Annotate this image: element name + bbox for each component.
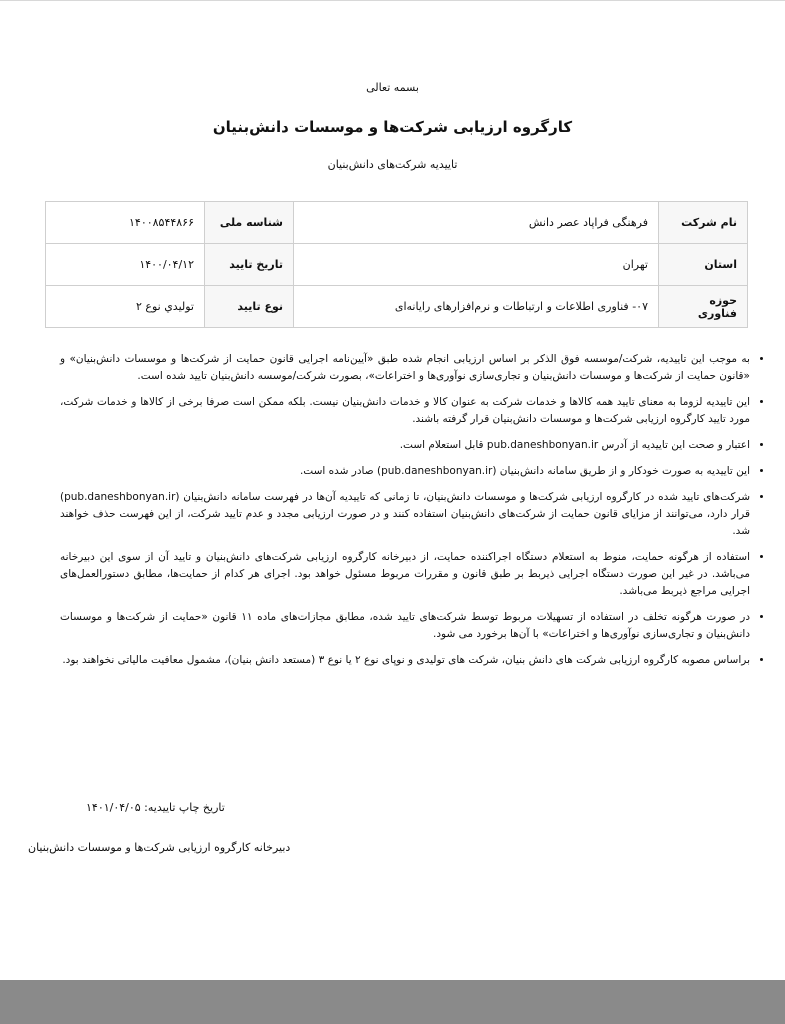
list-item: • این تاییدیه به صورت خودکار و از طریق سامانه دانش‌بنیان (pub.daneshbonyan.ir) صادر شده است. <box>60 463 750 480</box>
national-id-label: شناسه ملی <box>205 202 294 244</box>
list-item: • شرکت‌های تایید شده در کارگروه ارزیابی شرکت‌ها و موسسات دانش‌بنیان، تا زمانی که تاییدیه آن‌ها در فهرست سامانه دانش‌بنیان (pub.daneshbonyan.ir) قرار دارد، می‌توانند از مزایای قانون حمایت از شرکت‌های دانش‌بنیان استفاده کنند و در صورت ارزیابی مجدد و عدم تایید شرکت، از این فهرست حذف خواهند شد. <box>60 489 750 540</box>
list-item: • استفاده از هرگونه حمایت، منوط به استعلام دستگاه اجراکننده حمایت، از دبیرخانه کارگروه ارزیابی شرکت‌های دانش‌بنیان و تایید آن از سوی این دبیرخانه می‌باشد. در غیر این صورت دستگاه اجرایی ذیربط بر طبق قانون و مقررات مربوط مسئول خواهد بود. اجرای هر کدام از حمایت‌ها، مطابق دستورالعمل‌های اجرایی مراجع ذیربط می‌باشد. <box>60 549 750 600</box>
approval-date-label: تاریخ تایید <box>205 244 294 286</box>
secretariat-signature: دبیرخانه کارگروه ارزیابی شرکت‌ها و موسسات دانش‌بنیان <box>28 841 291 854</box>
province-label: استان <box>659 244 748 286</box>
viewer-bottom-bar <box>0 980 785 1024</box>
list-item: • براساس مصوبه کارگروه ارزیابی شرکت های دانش بنیان، شرکت های تولیدی و نوپای نوع ۲ یا نوع ۳ (مستعد دانش بنیان)، مشمول معافیت مالیاتی نخواهند بود. <box>60 652 750 669</box>
bismillah-heading: بسمه تعالی <box>366 81 419 94</box>
list-item: • این تاییدیه لزوما به معنای تایید همه کالاها و خدمات شرکت به عنوان کالا و خدمات دانش‌بنیان نیست. بلکه ممکن است صرفا برخی از کالاها و خدمات شرکت، مورد تایید کارگروه ارزیابی شرکت‌ها و موسسات دانش‌بنیان قرار گرفته باشند. <box>60 394 750 428</box>
province-value: تهران <box>294 244 659 286</box>
table-row <box>46 202 748 244</box>
technology-field-value: ۰۷- فناوری اطلاعات و ارتباطات و نرم‌افزارهای رایانه‌ای <box>294 286 659 328</box>
company-name-value: فرهنگی فراپاد عصر دانش <box>294 202 659 244</box>
page-subtitle: تاییدیه شرکت‌های دانش‌بنیان <box>327 158 458 171</box>
clauses-list <box>60 351 772 678</box>
page-title: کارگروه ارزیابی شرکت‌ها و موسسات دانش‌بنیان <box>212 118 573 136</box>
list-item: • در صورت هرگونه تخلف در استفاده از تسهیلات مربوط توسط شرکت‌های تایید شده، مطابق مجازات‌های ماده ۱۱ قانون «حمایت از شرکت‌ها و موسسات دانش‌بنیان و تجاری‌سازی نوآوری‌ها و اختراعات» با آن‌ها برخورد می شود. <box>60 609 750 643</box>
company-name-label: نام شرکت <box>659 202 748 244</box>
technology-field-label: حوزه فناوری <box>659 286 748 328</box>
list-item: • به موجب این تاییدیه، شرکت/موسسه فوق الذکر بر اساس ارزیابی انجام شده طبق «آیین‌نامه اجرایی قانون حمایت از شرکت‌ها و موسسات دانش‌بنیان» و «قانون حمایت از شرکت‌ها و موسسات دانش‌بنیان و تجاری‌سازی نوآوری‌ها و اختراعات»، بصورت شرکت/موسسه دانش‌بنیان تایید شده است. <box>60 351 750 385</box>
approval-type-label: نوع تایید <box>205 286 294 328</box>
national-id-value: ۱۴۰۰۸۵۴۴۸۶۶ <box>46 202 205 244</box>
table-row <box>46 244 748 286</box>
company-info-table <box>45 201 748 328</box>
approval-type-value: تولیدي نوع ۲ <box>46 286 205 328</box>
approval-date-value: ۱۴۰۰/۰۴/۱۲ <box>46 244 205 286</box>
table-row <box>46 286 748 328</box>
list-item: • اعتبار و صحت این تاییدیه از آدرس pub.daneshbonyan.ir قابل استعلام است. <box>60 437 750 454</box>
print-date: تاریخ چاپ تاییدیه: ۱۴۰۱/۰۴/۰۵ <box>86 801 225 814</box>
